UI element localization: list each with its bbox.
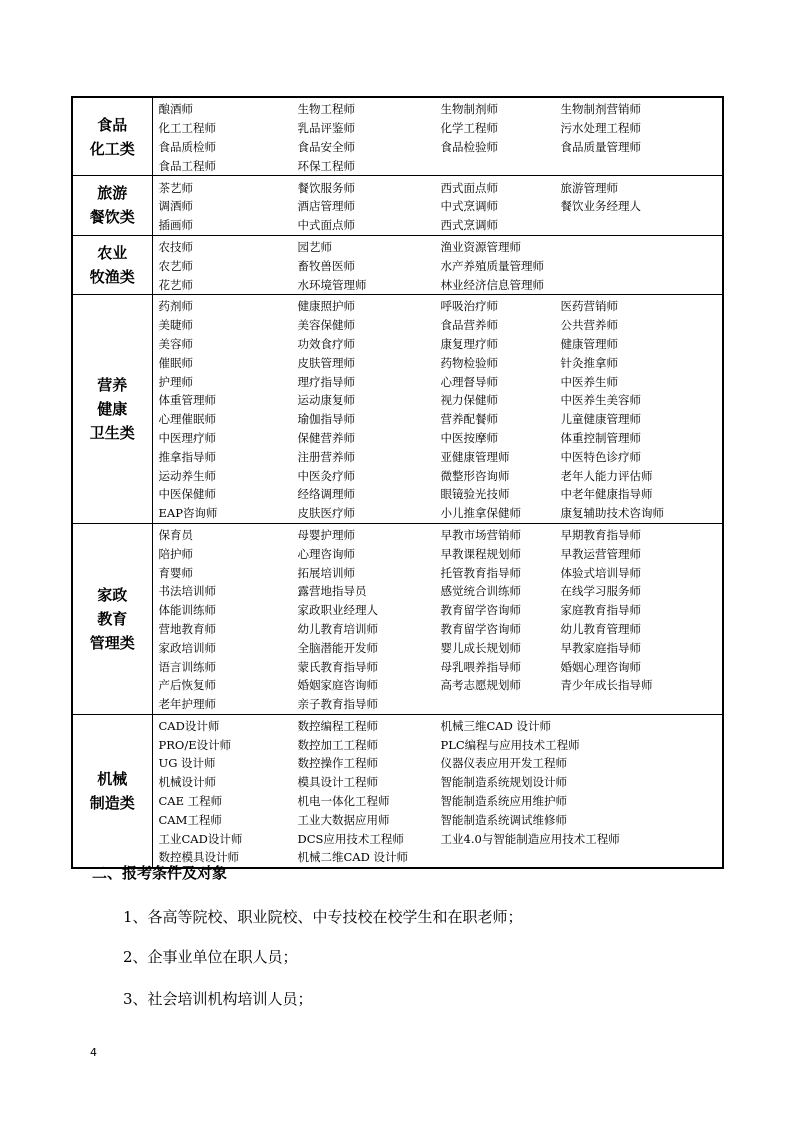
condition-item-2: 2、企事业单位在职人员； xyxy=(123,948,298,966)
profession-item: 公共营养师 xyxy=(560,318,618,333)
profession-item: 康复理疗师 xyxy=(440,336,498,351)
page-number: 4 xyxy=(90,1046,97,1059)
profession-item: 食品质量管理师 xyxy=(560,139,641,154)
category-row xyxy=(72,235,723,294)
profession-item: CAM工程师 xyxy=(158,812,222,827)
certification-table xyxy=(71,96,724,869)
profession-item: 康复辅助技术咨询师 xyxy=(560,506,664,521)
item-row xyxy=(159,485,723,504)
profession-item: 仪器仪表应用开发工程师 xyxy=(440,756,567,771)
profession-item: 心理咨询师 xyxy=(297,546,355,561)
profession-item: 家政培训师 xyxy=(158,640,216,655)
profession-item: 幼儿教育管理师 xyxy=(560,621,641,636)
item-row xyxy=(159,275,723,294)
profession-item: 中式面点师 xyxy=(297,218,355,233)
profession-item: 中医养生美容师 xyxy=(560,393,641,408)
profession-item: 机械二维CAD 设计师 xyxy=(297,850,408,865)
profession-item: 皮肤管理师 xyxy=(297,355,355,370)
profession-item: 全脑潜能开发师 xyxy=(297,640,378,655)
profession-item: 教育留学咨询师 xyxy=(440,603,521,618)
profession-item: 运动养生师 xyxy=(158,468,216,483)
profession-item: 智能制造系统应用维护师 xyxy=(440,794,567,809)
category-items xyxy=(152,235,723,294)
item-row xyxy=(159,620,723,639)
profession-item: 心理催眠师 xyxy=(158,412,216,427)
profession-item: 医药营销师 xyxy=(560,299,618,314)
profession-item: 渔业资源管理师 xyxy=(440,239,521,254)
profession-item: 食品安全师 xyxy=(297,139,355,154)
profession-item: 机电一体化工程师 xyxy=(297,794,390,809)
profession-item: 数控编程工程师 xyxy=(297,718,378,733)
category-items xyxy=(152,176,723,235)
item-row xyxy=(159,447,723,466)
profession-item: 针灸推拿师 xyxy=(560,355,618,370)
profession-item: 家庭教育指导师 xyxy=(560,603,641,618)
category-label-line: 牧渔类 xyxy=(89,267,135,286)
item-row xyxy=(159,100,723,119)
profession-item: 亲子教育指导师 xyxy=(297,697,378,712)
profession-item: 污水处理工程师 xyxy=(560,121,641,136)
profession-item: 保健营养师 xyxy=(297,430,355,445)
profession-item: 插画师 xyxy=(158,218,193,233)
profession-item: PRO/E设计师 xyxy=(158,737,232,752)
profession-item: 语言训练师 xyxy=(158,659,216,674)
category-label-line: 农业 xyxy=(97,243,128,262)
item-row xyxy=(159,216,723,235)
profession-item: 生物工程师 xyxy=(297,102,355,117)
profession-item: 儿童健康管理师 xyxy=(560,412,641,427)
profession-item: 护理师 xyxy=(158,374,193,389)
profession-item: 早教课程规划师 xyxy=(440,546,521,561)
item-row xyxy=(159,178,723,197)
profession-item: UG 设计师 xyxy=(158,756,216,771)
profession-item: 母乳喂养指导师 xyxy=(440,659,521,674)
profession-item: 中式烹调师 xyxy=(440,199,498,214)
profession-item: 小儿推拿保健师 xyxy=(440,506,521,521)
profession-item: 功效食疗师 xyxy=(297,336,355,351)
item-row xyxy=(159,119,723,138)
profession-item: 生物制剂营销师 xyxy=(560,102,641,117)
section-heading: 二、报考条件及对象 xyxy=(92,864,228,882)
profession-item: 中老年健康指导师 xyxy=(560,487,653,502)
category-label-line: 食品 xyxy=(97,115,128,134)
profession-item: 环保工程师 xyxy=(297,158,355,173)
category-items xyxy=(152,523,723,714)
profession-item: 中医养生师 xyxy=(560,374,618,389)
profession-item: 注册营养师 xyxy=(297,449,355,464)
category-row xyxy=(72,97,723,176)
profession-item: 调酒师 xyxy=(158,199,193,214)
profession-item: 体验式培训导师 xyxy=(560,565,641,580)
profession-item: 健康照护师 xyxy=(297,299,355,314)
profession-item: 眼镜验光技师 xyxy=(440,487,510,502)
profession-item: 理疗指导师 xyxy=(297,374,355,389)
profession-item: 托管教育指导师 xyxy=(440,565,521,580)
item-row xyxy=(159,848,723,867)
profession-item: 陪护师 xyxy=(158,546,193,561)
profession-item: 食品检验师 xyxy=(440,139,498,154)
profession-item: 茶艺师 xyxy=(158,180,193,195)
profession-item: CAD设计师 xyxy=(158,718,220,733)
profession-item: 西式烹调师 xyxy=(440,218,498,233)
category-label-line: 家政 xyxy=(97,585,128,604)
profession-item: 婚姻家庭咨询师 xyxy=(297,678,378,693)
profession-item: 数控加工工程师 xyxy=(297,737,378,752)
profession-item: 旅游管理师 xyxy=(560,180,618,195)
item-row xyxy=(159,504,723,523)
profession-item: 保育员 xyxy=(158,527,193,542)
profession-item: 婚姻心理咨询师 xyxy=(560,659,641,674)
profession-item: 微整形咨询师 xyxy=(440,468,510,483)
item-row xyxy=(159,601,723,620)
profession-item: 化学工程师 xyxy=(440,121,498,136)
item-row xyxy=(159,238,723,257)
profession-item: 数控模具设计师 xyxy=(158,850,239,865)
item-row xyxy=(159,526,723,545)
profession-item: 药物检验师 xyxy=(440,355,498,370)
profession-item: 智能制造系统调试维修师 xyxy=(440,812,567,827)
item-row xyxy=(159,138,723,157)
profession-item: 机械三维CAD 设计师 xyxy=(440,718,551,733)
item-row xyxy=(159,335,723,354)
profession-item: PLC编程与应用技术工程师 xyxy=(440,737,580,752)
profession-item: 智能制造系统规划设计师 xyxy=(440,775,567,790)
item-row xyxy=(159,372,723,391)
profession-item: 催眠师 xyxy=(158,355,193,370)
item-row xyxy=(159,156,723,175)
category-label xyxy=(72,176,152,235)
condition-item-1: 1、各高等院校、职业院校、中专技校在校学生和在职老师； xyxy=(123,908,523,926)
profession-item: 食品营养师 xyxy=(440,318,498,333)
category-label-line: 餐饮类 xyxy=(89,208,135,227)
profession-item: 健康管理师 xyxy=(560,336,618,351)
item-row xyxy=(159,676,723,695)
category-row xyxy=(72,714,723,868)
category-label xyxy=(72,294,152,523)
category-row xyxy=(72,176,723,235)
profession-item: 推拿指导师 xyxy=(158,449,216,464)
profession-item: 工业CAD设计师 xyxy=(158,831,243,846)
profession-item: 工业大数据应用师 xyxy=(297,812,390,827)
profession-item: 水环境管理师 xyxy=(297,277,367,292)
item-row xyxy=(159,297,723,316)
profession-item: 产后恢复师 xyxy=(158,678,216,693)
profession-item: 青少年成长指导师 xyxy=(560,678,653,693)
profession-item: 书法培训师 xyxy=(158,584,216,599)
profession-item: 中医按摩师 xyxy=(440,430,498,445)
profession-item: 美容师 xyxy=(158,336,193,351)
profession-item: 心理督导师 xyxy=(440,374,498,389)
profession-item: 育婴师 xyxy=(158,565,193,580)
profession-item: 模具设计工程师 xyxy=(297,775,378,790)
item-row xyxy=(159,810,723,829)
profession-item: 酿酒师 xyxy=(158,102,193,117)
category-label-line: 管理类 xyxy=(89,633,135,652)
item-row xyxy=(159,466,723,485)
item-row xyxy=(159,754,723,773)
profession-item: 感觉统合训练师 xyxy=(440,584,521,599)
category-items xyxy=(152,714,723,868)
profession-item: 运动康复师 xyxy=(297,393,355,408)
profession-item: 餐饮业务经理人 xyxy=(560,199,641,214)
profession-item: 拓展培训师 xyxy=(297,565,355,580)
condition-item-3: 3、社会培训机构培训人员； xyxy=(123,990,313,1008)
item-row xyxy=(159,353,723,372)
profession-item: 经络调理师 xyxy=(297,487,355,502)
item-row xyxy=(159,773,723,792)
category-label-line: 化工类 xyxy=(89,139,135,158)
profession-item: 皮肤医疗师 xyxy=(297,506,355,521)
profession-item: 教育留学咨询师 xyxy=(440,621,521,636)
item-row xyxy=(159,391,723,410)
category-items xyxy=(152,294,723,523)
profession-item: 农技师 xyxy=(158,239,193,254)
item-row xyxy=(159,316,723,335)
profession-item: 蒙氏教育指导师 xyxy=(297,659,378,674)
item-row xyxy=(159,829,723,848)
profession-item: 家政职业经理人 xyxy=(297,603,378,618)
profession-item: EAP咨询师 xyxy=(158,506,218,521)
item-row xyxy=(159,735,723,754)
profession-item: 早教家庭指导师 xyxy=(560,640,641,655)
category-label-line: 机械 xyxy=(97,769,128,788)
category-row xyxy=(72,294,723,523)
profession-item: CAE 工程师 xyxy=(158,794,223,809)
profession-item: 食品质检师 xyxy=(158,139,216,154)
category-label-line: 制造类 xyxy=(89,793,135,812)
profession-item: 中医理疗师 xyxy=(158,430,216,445)
category-label-line: 健康 xyxy=(97,399,128,418)
profession-item: 中医特色诊疗师 xyxy=(560,449,641,464)
item-row xyxy=(159,638,723,657)
profession-item: 早教运营管理师 xyxy=(560,546,641,561)
profession-item: 体重管理师 xyxy=(158,393,216,408)
profession-item: 生物制剂师 xyxy=(440,102,498,117)
profession-item: 工业4.0与智能制造应用技术工程师 xyxy=(440,831,620,846)
profession-item: 母婴护理师 xyxy=(297,527,355,542)
profession-item: 高考志愿规划师 xyxy=(440,678,521,693)
item-row xyxy=(159,429,723,448)
profession-item: 花艺师 xyxy=(158,277,193,292)
item-row xyxy=(159,657,723,676)
item-row xyxy=(159,410,723,429)
profession-item: 呼吸治疗师 xyxy=(440,299,498,314)
profession-item: 中医保健师 xyxy=(158,487,216,502)
category-label xyxy=(72,97,152,176)
profession-item: 畜牧兽医师 xyxy=(297,258,355,273)
profession-item: 瑜伽指导师 xyxy=(297,412,355,427)
category-label xyxy=(72,523,152,714)
item-row xyxy=(159,717,723,736)
category-label xyxy=(72,235,152,294)
profession-item: 水产养殖质量管理师 xyxy=(440,258,544,273)
profession-item: 餐饮服务师 xyxy=(297,180,355,195)
profession-item: 酒店管理师 xyxy=(297,199,355,214)
profession-item: 体能训练师 xyxy=(158,603,216,618)
profession-item: 在线学习服务师 xyxy=(560,584,641,599)
profession-item: 体重控制管理师 xyxy=(560,430,641,445)
profession-item: 婴儿成长规划师 xyxy=(440,640,521,655)
profession-item: 营养配餐师 xyxy=(440,412,498,427)
profession-item: 乳品评鉴师 xyxy=(297,121,355,136)
category-items xyxy=(152,97,723,176)
profession-item: 营地教育师 xyxy=(158,621,216,636)
profession-item: 露营地指导员 xyxy=(297,584,367,599)
category-label-line: 营养 xyxy=(97,375,128,394)
item-row xyxy=(159,792,723,811)
profession-item: 早教市场营销师 xyxy=(440,527,521,542)
profession-item: 农艺师 xyxy=(158,258,193,273)
profession-item: 早期教育指导师 xyxy=(560,527,641,542)
profession-item: 食品工程师 xyxy=(158,158,216,173)
category-label xyxy=(72,714,152,868)
profession-item: 美容保健师 xyxy=(297,318,355,333)
category-row xyxy=(72,523,723,714)
profession-item: 药剂师 xyxy=(158,299,193,314)
profession-item: 机械设计师 xyxy=(158,775,216,790)
profession-item: 林业经济信息管理师 xyxy=(440,277,544,292)
category-label-line: 旅游 xyxy=(97,184,128,203)
item-row xyxy=(159,695,723,714)
profession-item: 老年人能力评估师 xyxy=(560,468,653,483)
profession-item: 老年护理师 xyxy=(158,697,216,712)
item-row xyxy=(159,544,723,563)
item-row xyxy=(159,256,723,275)
profession-item: 视力保健师 xyxy=(440,393,498,408)
item-row xyxy=(159,197,723,216)
item-row xyxy=(159,563,723,582)
profession-item: 数控操作工程师 xyxy=(297,756,378,771)
profession-item: 美睫师 xyxy=(158,318,193,333)
item-row xyxy=(159,582,723,601)
profession-item: 亚健康管理师 xyxy=(440,449,510,464)
profession-item: 幼儿教育培训师 xyxy=(297,621,378,636)
profession-item: DCS应用技术工程师 xyxy=(297,831,404,846)
profession-item: 化工工程师 xyxy=(158,121,216,136)
category-label-line: 教育 xyxy=(97,609,128,628)
profession-item: 西式面点师 xyxy=(440,180,498,195)
category-label-line: 卫生类 xyxy=(89,423,135,442)
profession-item: 中医灸疗师 xyxy=(297,468,355,483)
profession-item: 园艺师 xyxy=(297,239,332,254)
